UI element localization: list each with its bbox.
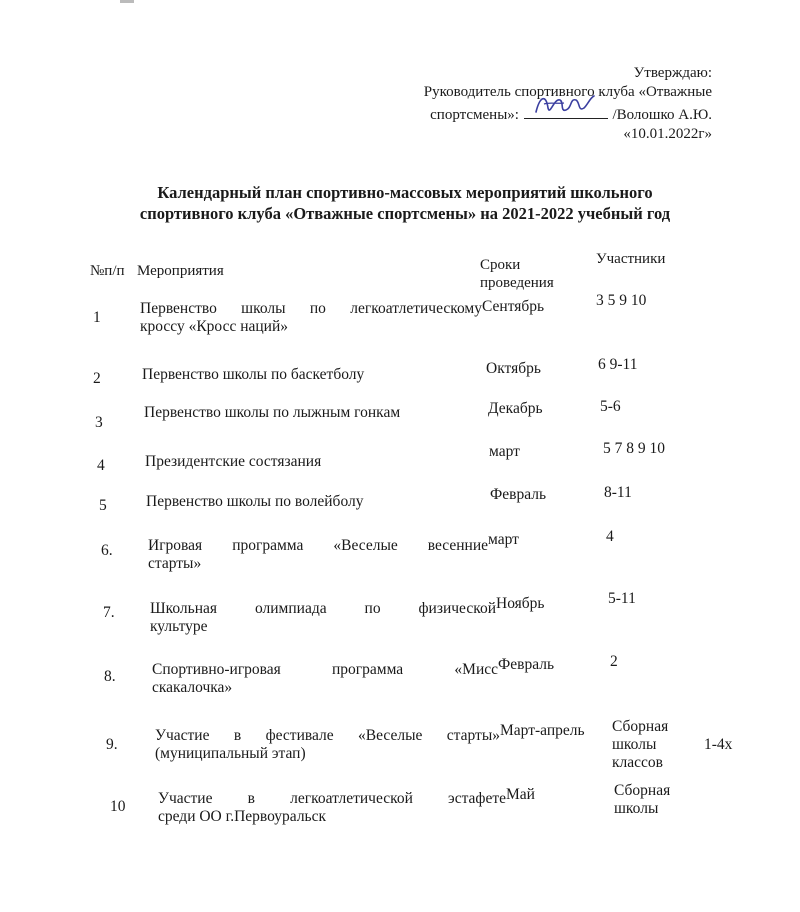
signature-line xyxy=(524,102,608,119)
row-event xyxy=(148,537,488,573)
handwritten-signature-icon xyxy=(530,90,600,120)
approval-name: /Волошко А.Ю. xyxy=(612,107,712,123)
row-number: 1 xyxy=(93,309,101,326)
row-event-line-2: старты» xyxy=(148,555,202,572)
approval-block xyxy=(352,64,712,144)
row-participants-extra: 1-4х xyxy=(704,736,733,753)
row-number: 3 xyxy=(95,414,103,431)
row-event-line-1: Участие в фестивале «Веселые старты» xyxy=(155,727,500,744)
approval-date: «10.01.2022г» xyxy=(623,126,712,142)
row-event: Первенство школы по волейболу xyxy=(146,493,364,510)
row-date: Ноябрь xyxy=(496,595,545,612)
title-line-1: Календарный план спортивно-массовых мероприятий школьного xyxy=(157,183,653,202)
row-event xyxy=(140,300,482,336)
row-event: Президентские состязания xyxy=(145,453,322,470)
row-number: 7. xyxy=(103,604,115,621)
row-participants: 5-11 xyxy=(608,590,636,607)
row-date: март xyxy=(489,443,520,460)
header-event: Мероприятия xyxy=(137,263,224,279)
header-dates-line-2: проведения xyxy=(480,275,554,291)
row-participants: Сборная школы классов xyxy=(612,718,669,771)
row-participants: 4 xyxy=(606,528,614,545)
header-participants: Участники xyxy=(596,251,666,267)
approval-position-cont: спортсмены»: xyxy=(430,107,519,123)
approval-position: Руководитель спортивного клуба «Отважные xyxy=(423,84,712,100)
row-participants: 6 9-11 xyxy=(598,356,638,373)
row-number: 6. xyxy=(101,542,113,559)
row-date: Февраль xyxy=(498,656,555,673)
row-date: Март-апрель xyxy=(500,722,585,739)
row-event-line-2: среди ОО г.Первоуральск xyxy=(158,808,327,825)
row-event: Первенство школы по лыжным гонкам xyxy=(144,404,401,421)
row-number: 9. xyxy=(106,736,118,753)
row-date: Февраль xyxy=(490,486,547,503)
scan-artifact xyxy=(120,0,134,3)
row-number: 5 xyxy=(99,497,107,514)
row-event: Первенство школы по баскетболу xyxy=(142,366,365,383)
row-date: Май xyxy=(506,786,535,803)
row-event-line-1: Школьная олимпиада по физической xyxy=(150,600,496,617)
row-event-line-1: Спортивно-игровая программа «Мисс xyxy=(152,661,498,678)
header-dates xyxy=(480,256,554,292)
approval-signature-row xyxy=(352,102,712,125)
row-event-line-1: Игровая программа «Веселые весенние xyxy=(148,537,488,554)
header-dates-line-1: Сроки xyxy=(480,257,521,273)
title-line-2: спортивного клуба «Отважные спортсмены» на 2021-2022 учебный год xyxy=(139,204,671,223)
row-number: 4 xyxy=(97,457,105,474)
row-number: 2 xyxy=(93,370,101,387)
row-event xyxy=(150,600,496,636)
row-participants: 5-6 xyxy=(600,398,621,415)
row-date: Октябрь xyxy=(486,360,541,377)
row-participants: 8-11 xyxy=(604,484,632,501)
row-participants: 3 5 9 10 xyxy=(596,292,647,309)
document-title xyxy=(90,182,720,224)
row-event xyxy=(152,661,498,697)
row-event-line-2: (муниципальный этап) xyxy=(155,745,306,762)
row-date: Декабрь xyxy=(488,400,543,417)
row-participants: Сборная школы xyxy=(614,782,671,817)
row-number: 10 xyxy=(110,798,126,815)
row-event-line-2: кроссу «Кросс наций» xyxy=(140,318,289,335)
row-event xyxy=(155,727,500,763)
header-num: №п/п xyxy=(90,263,125,279)
approval-heading: Утверждаю: xyxy=(633,65,712,81)
row-event-line-1: Первенство школы по легкоатлетическому xyxy=(140,300,482,317)
row-date: март xyxy=(488,531,519,548)
row-participants: 2 xyxy=(610,653,618,670)
row-event-line-2: культуре xyxy=(150,618,208,635)
row-participants: 5 7 8 9 10 xyxy=(603,440,665,457)
row-event-line-2: скакалочка» xyxy=(152,679,233,696)
row-date: Сентябрь xyxy=(482,298,545,315)
row-event-line-1: Участие в легкоатлетической эстафете xyxy=(158,790,506,807)
row-event xyxy=(158,790,506,826)
row-number: 8. xyxy=(104,668,116,685)
